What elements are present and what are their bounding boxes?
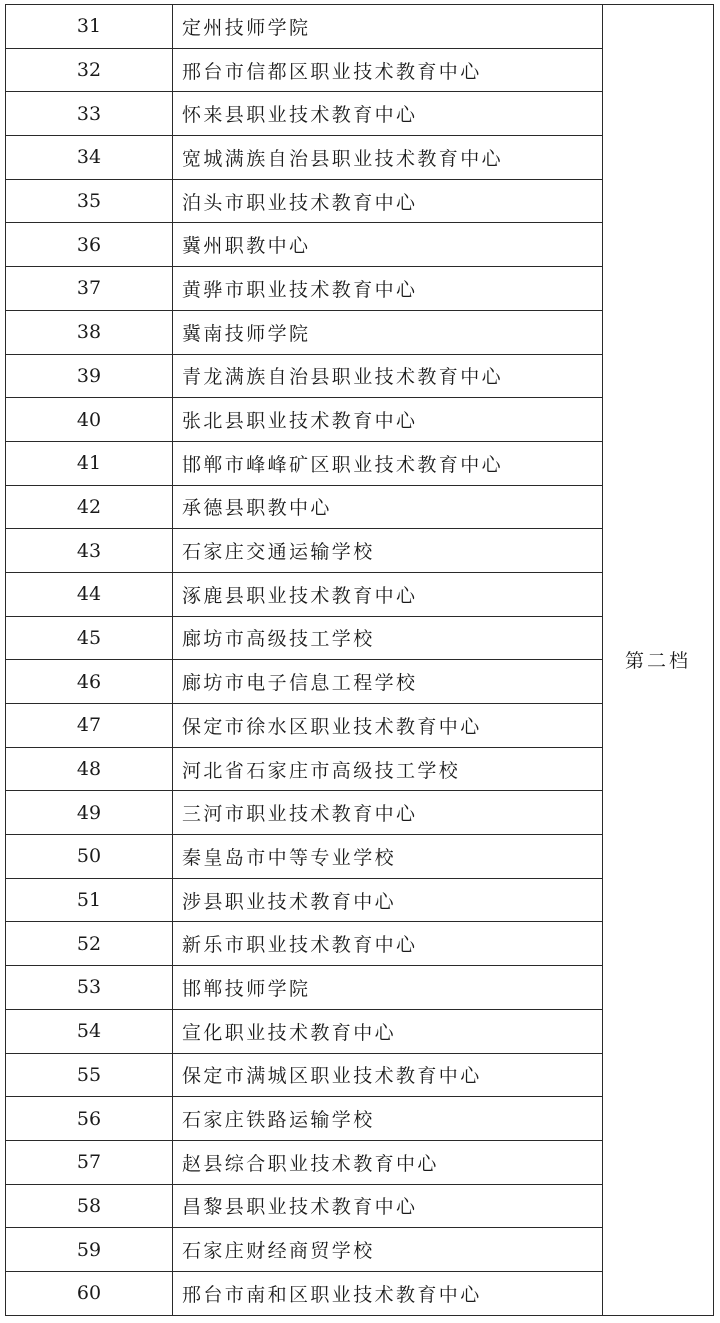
school-name: 昌黎县职业技术教育中心 [173, 1184, 603, 1228]
school-name: 黄骅市职业技术教育中心 [173, 267, 603, 311]
row-number: 38 [6, 310, 173, 354]
row-number: 58 [6, 1184, 173, 1228]
row-number: 54 [6, 1009, 173, 1053]
row-number: 59 [6, 1228, 173, 1272]
row-number: 33 [6, 92, 173, 136]
row-number: 56 [6, 1097, 173, 1141]
row-number: 47 [6, 704, 173, 748]
school-name: 邯郸技师学院 [173, 966, 603, 1010]
row-number: 39 [6, 354, 173, 398]
school-name: 怀来县职业技术教育中心 [173, 92, 603, 136]
school-name: 涉县职业技术教育中心 [173, 878, 603, 922]
school-name: 石家庄财经商贸学校 [173, 1228, 603, 1272]
row-number: 50 [6, 835, 173, 879]
row-number: 37 [6, 267, 173, 311]
row-number: 34 [6, 136, 173, 180]
row-number: 55 [6, 1053, 173, 1097]
school-name: 定州技师学院 [173, 5, 603, 49]
school-name: 青龙满族自治县职业技术教育中心 [173, 354, 603, 398]
row-number: 53 [6, 966, 173, 1010]
row-number: 51 [6, 878, 173, 922]
school-name: 石家庄铁路运输学校 [173, 1097, 603, 1141]
row-number: 45 [6, 616, 173, 660]
school-name: 冀州职教中心 [173, 223, 603, 267]
school-list-table [5, 4, 714, 1316]
row-number: 48 [6, 747, 173, 791]
row-number: 35 [6, 179, 173, 223]
school-name: 保定市满城区职业技术教育中心 [173, 1053, 603, 1097]
row-number: 31 [6, 5, 173, 49]
school-name: 宽城满族自治县职业技术教育中心 [173, 136, 603, 180]
tier-label: 第二档 [603, 5, 714, 1316]
school-name: 泊头市职业技术教育中心 [173, 179, 603, 223]
school-name: 廊坊市电子信息工程学校 [173, 660, 603, 704]
row-number: 42 [6, 485, 173, 529]
school-name: 宣化职业技术教育中心 [173, 1009, 603, 1053]
row-number: 52 [6, 922, 173, 966]
row-number: 57 [6, 1140, 173, 1184]
school-name: 廊坊市高级技工学校 [173, 616, 603, 660]
school-name: 涿鹿县职业技术教育中心 [173, 572, 603, 616]
school-name: 石家庄交通运输学校 [173, 529, 603, 573]
row-number: 44 [6, 572, 173, 616]
school-name: 邢台市信都区职业技术教育中心 [173, 48, 603, 92]
school-name: 河北省石家庄市高级技工学校 [173, 747, 603, 791]
school-name: 赵县综合职业技术教育中心 [173, 1140, 603, 1184]
row-number: 49 [6, 791, 173, 835]
row-number: 46 [6, 660, 173, 704]
row-number: 32 [6, 48, 173, 92]
school-name: 三河市职业技术教育中心 [173, 791, 603, 835]
school-name: 保定市徐水区职业技术教育中心 [173, 704, 603, 748]
school-name: 张北县职业技术教育中心 [173, 398, 603, 442]
school-name: 秦皇岛市中等专业学校 [173, 835, 603, 879]
table-body [6, 5, 714, 1316]
school-name: 承德县职教中心 [173, 485, 603, 529]
table-row [6, 5, 714, 49]
row-number: 40 [6, 398, 173, 442]
school-name: 新乐市职业技术教育中心 [173, 922, 603, 966]
row-number: 36 [6, 223, 173, 267]
school-name: 冀南技师学院 [173, 310, 603, 354]
row-number: 60 [6, 1271, 173, 1315]
school-name: 邯郸市峰峰矿区职业技术教育中心 [173, 441, 603, 485]
row-number: 41 [6, 441, 173, 485]
school-name: 邢台市南和区职业技术教育中心 [173, 1271, 603, 1315]
row-number: 43 [6, 529, 173, 573]
